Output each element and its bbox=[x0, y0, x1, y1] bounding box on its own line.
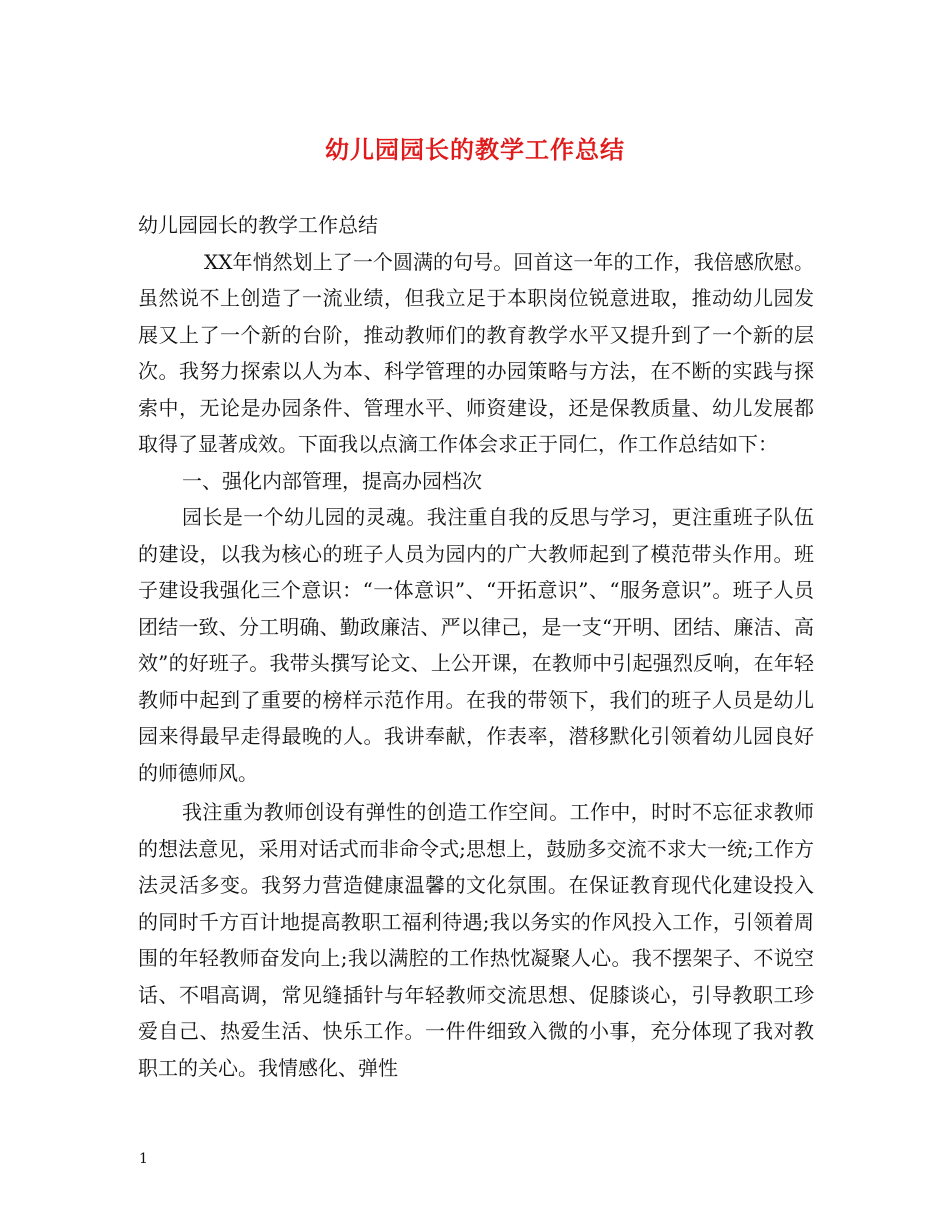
subtitle-paragraph: 幼儿园园长的教学工作总结 bbox=[138, 213, 378, 237]
section-heading: 一、强化内部管理，提高办园档次 bbox=[182, 468, 482, 493]
document-title: 幼儿园园长的教学工作总结 bbox=[325, 136, 625, 164]
intro-paragraph: XX年悄然划上了一个圆满的句号。回首这一年的工作，我倍感欣慰。虽然说不上创造了一流业绩，但我立足于本职岗位锐意进取，推动幼儿园发展又上了一个新的台阶，推动教师们的教育教学水平又提升到了一个新的层次。我努力探索以人为本、科学管理的办园策略与方法，在不断的实践与探索中，无论是办园条件、管理水平、师资建设，还是保教质量、幼儿发展都取得了显著成效。下面我以点滴工作体会求正于同仁，作工作总结如下： bbox=[138, 249, 814, 456]
body-paragraph: 我注重为教师创设有弹性的创造工作空间。工作中，时时不忘征求教师的想法意见，采用对话式而非命令式;思想上，鼓励多交流不求大一统;工作方法灵活多变。我努力营造健康温馨的文化氛围。在保证教育现代化建设投入的同时千方百计地提高教职工福利待遇;我以务实的作风投入工作，引领着周围的年轻教师奋发向上;我以满腔的工作热忱凝聚人心。我不摆架子、不说空话、不唱高调，常见缝插针与年轻教师交流思想、促膝谈心，引导教职工珍爱自己、热爱生活、快乐工作。一件件细致入微的小事，充分体现了我对教职工的关心。我情感化、弹性 bbox=[138, 800, 814, 1080]
page-number: 1 bbox=[139, 1151, 148, 1167]
body-paragraph: 园长是一个幼儿园的灵魂。我注重自我的反思与学习，更注重班子队伍的建设，以我为核心的班子人员为园内的广大教师起到了模范带头作用。班子建设我强化三个意识：“一体意识”、“开拓意识”、“服务意识”。班子人员团结一致、分工明确、勤政廉洁、严以律己，是一支“开明、团结、廉洁、高效”的好班子。我带头撰写论文、上公开课，在教师中引起强烈反响，在年轻教师中起到了重要的榜样示范作用。在我的带领下，我们的班子人员是幼儿园来得最早走得最晚的人。我讲奉献，作表率，潜移默化引领着幼儿园良好的师德师风。 bbox=[138, 505, 814, 785]
document-body bbox=[138, 207, 814, 1086]
